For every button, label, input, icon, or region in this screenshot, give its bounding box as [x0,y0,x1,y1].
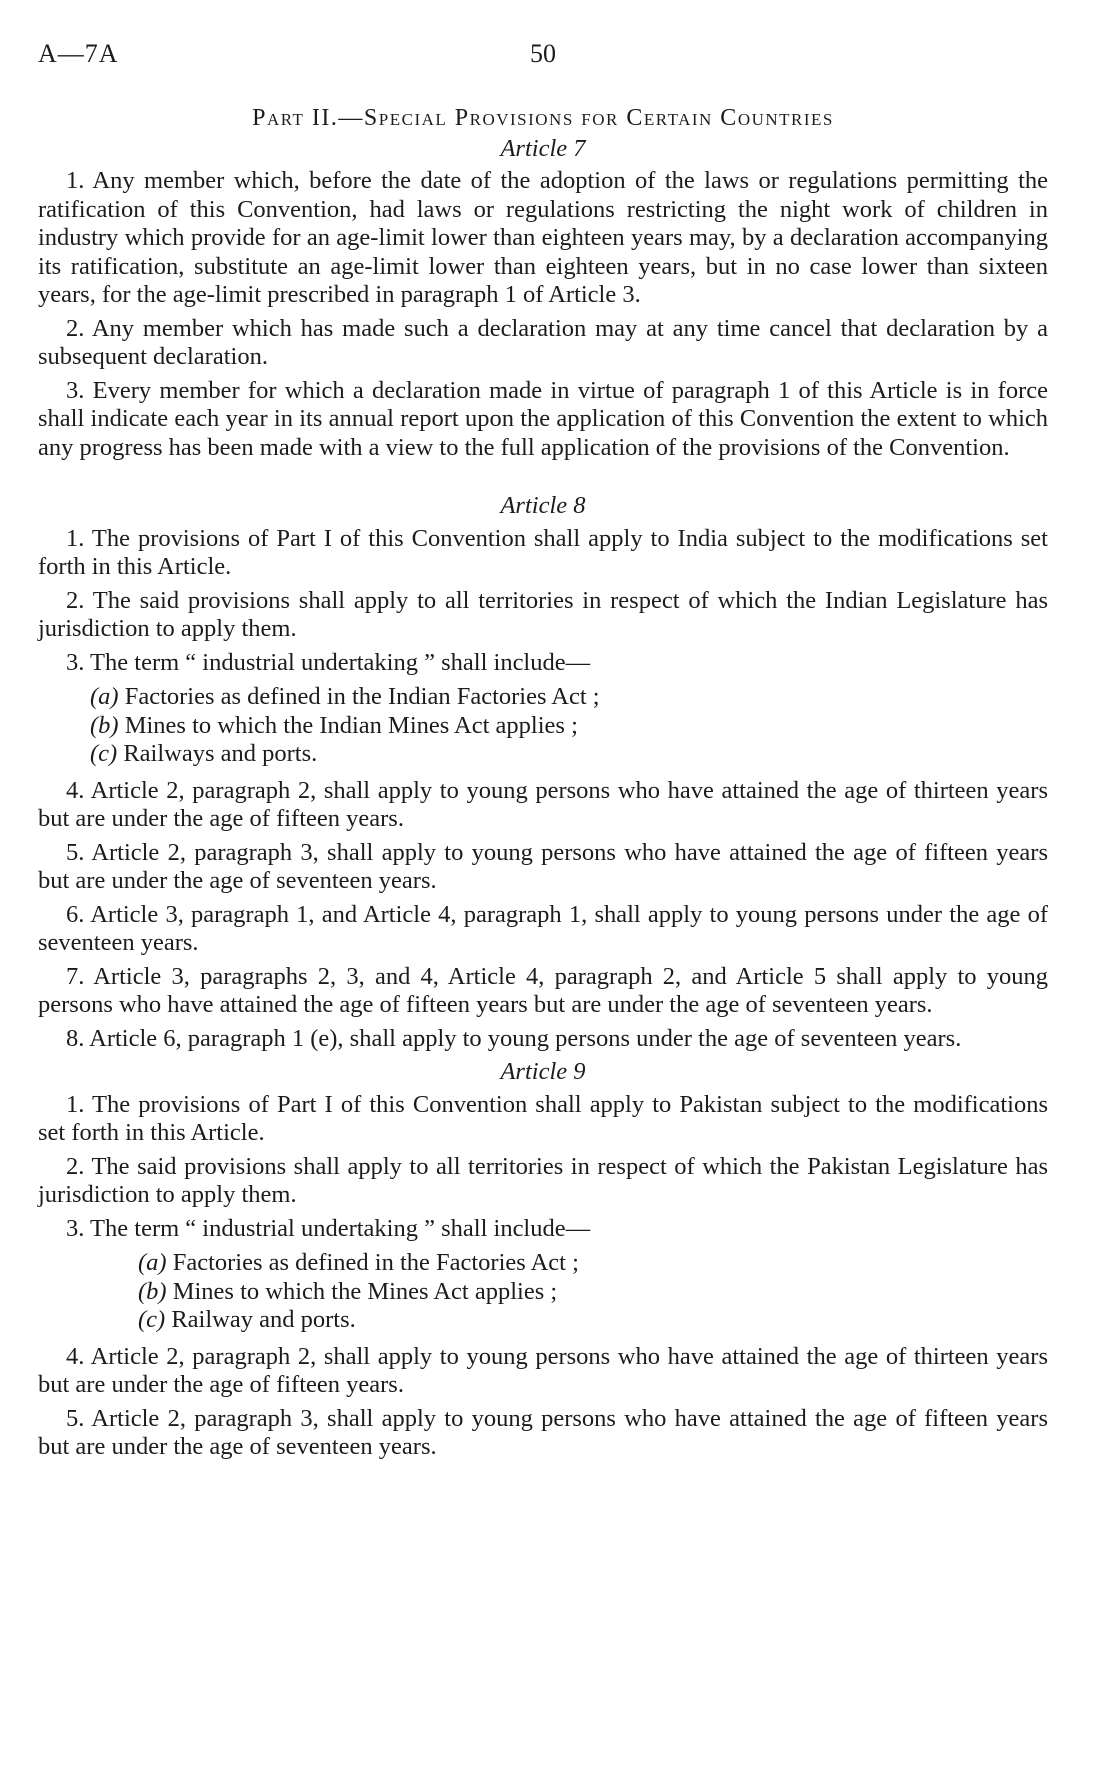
article-8-undertaking-list [90,683,1048,769]
article-7-paragraph-3: 3. Every member for which a declaration made in virtue of paragraph 1 of this Article is in force shall indicate each year in its annual report upon the application of this Convention the extent to which any progress has been made with a view to the full application of the provisions of the Convention. [38,376,1048,461]
document-reference: A—7A [38,39,119,68]
list-item-mark: (b) [138,1277,167,1305]
list-item-mark: (c) [90,740,118,767]
article-8-paragraph-2: 2. The said provisions shall apply to all territories in respect of which the Indian Legislature has jurisdiction to apply them. [38,586,1048,642]
list-item [90,740,1048,769]
list-item-mark: (b) [90,711,119,739]
article-8-heading: Article 8 [500,492,586,519]
article-9-undertaking-list [138,1249,1048,1335]
page-header [38,36,1048,84]
article-8-paragraph-1: 1. The provisions of Part I of this Convention shall apply to India subject to the modifications set forth in this Article. [38,524,1048,580]
list-item-text: Railways and ports. [123,740,318,767]
list-item-mark: (c) [138,1306,166,1333]
list-item-mark: (a) [90,683,119,710]
list-item-text: Factories as defined in the Indian Factories Act ; [124,683,600,710]
list-item-text: Railway and ports. [171,1306,356,1333]
article-9-paragraph-4: 4. Article 2, paragraph 2, shall apply to young persons who have attained the age of thirteen years but are under the age of fifteen years. [38,1342,1048,1398]
article-8-paragraph-6: 6. Article 3, paragraph 1, and Article 4, paragraph 1, shall apply to young persons under the age of seventeen years. [38,900,1048,956]
article-8-section [38,492,1048,1053]
article-8-paragraph-8: 8. Article 6, paragraph 1 (e), shall apply to young persons under the age of seventeen years. [66,1024,962,1052]
article-7-paragraph-2: 2. Any member which has made such a declaration may at any time cancel that declaration by a subsequent declaration. [38,314,1048,370]
article-7-heading: Article 7 [500,134,586,162]
list-item [90,712,1048,741]
list-item-mark: (a) [138,1249,167,1276]
page-number: 50 [530,39,556,68]
article-9-paragraph-1: 1. The provisions of Part I of this Convention shall apply to Pakistan subject to the modifications set forth in this Article. [38,1090,1048,1146]
article-9-section [38,1058,1048,1462]
list-item-text: Factories as defined in the Factories Act ; [172,1249,579,1276]
article-9-heading: Article 9 [500,1058,586,1085]
article-9-paragraph-2: 2. The said provisions shall apply to all territories in respect of which the Pakistan Legislature has jurisdiction to apply them. [38,1152,1048,1208]
article-8-paragraph-4: 4. Article 2, paragraph 2, shall apply to young persons who have attained the age of thirteen years but are under the age of fifteen years. [38,776,1048,832]
article-8-paragraph-7: 7. Article 3, paragraphs 2, 3, and 4, Article 4, paragraph 2, and Article 5 shall apply to young persons who have attained the age of fifteen years but are under the age of seventeen years. [38,962,1048,1018]
list-item [90,683,1048,712]
article-9-paragraph-5: 5. Article 2, paragraph 3, shall apply to young persons who have attained the age of fifteen years but are under the age of seventeen years. [38,1404,1048,1460]
list-item-text: Mines to which the Mines Act applies ; [172,1277,558,1305]
list-item [138,1278,1048,1307]
list-item-text: Mines to which the Indian Mines Act applies ; [124,711,578,739]
article-7-section [38,135,1048,463]
article-9-paragraph-3: 3. The term “ industrial undertaking ” shall include— [66,1214,591,1242]
list-item [138,1249,1048,1278]
article-7-paragraph-1: 1. Any member which, before the date of the adoption of the laws or regulations permitting the ratification of this Convention, had laws or regulations restricting the night work of children in industry which provide for an age-limit lower than eighteen years may, by a declaration accompanying its ratification, substitute an age-limit lower than eighteen years, but in no case lower than sixteen years, for the age-limit prescribed in paragraph 1 of Article 3. [38,167,1048,308]
list-item [138,1306,1048,1335]
article-8-paragraph-3: 3. The term “ industrial undertaking ” shall include— [66,648,591,676]
part-title: Part II.—Special Provisions for Certain Countries [252,105,834,131]
document-page [38,36,1048,1467]
article-8-paragraph-5: 5. Article 2, paragraph 3, shall apply to young persons who have attained the age of fifteen years but are under the age of seventeen years. [38,838,1048,894]
